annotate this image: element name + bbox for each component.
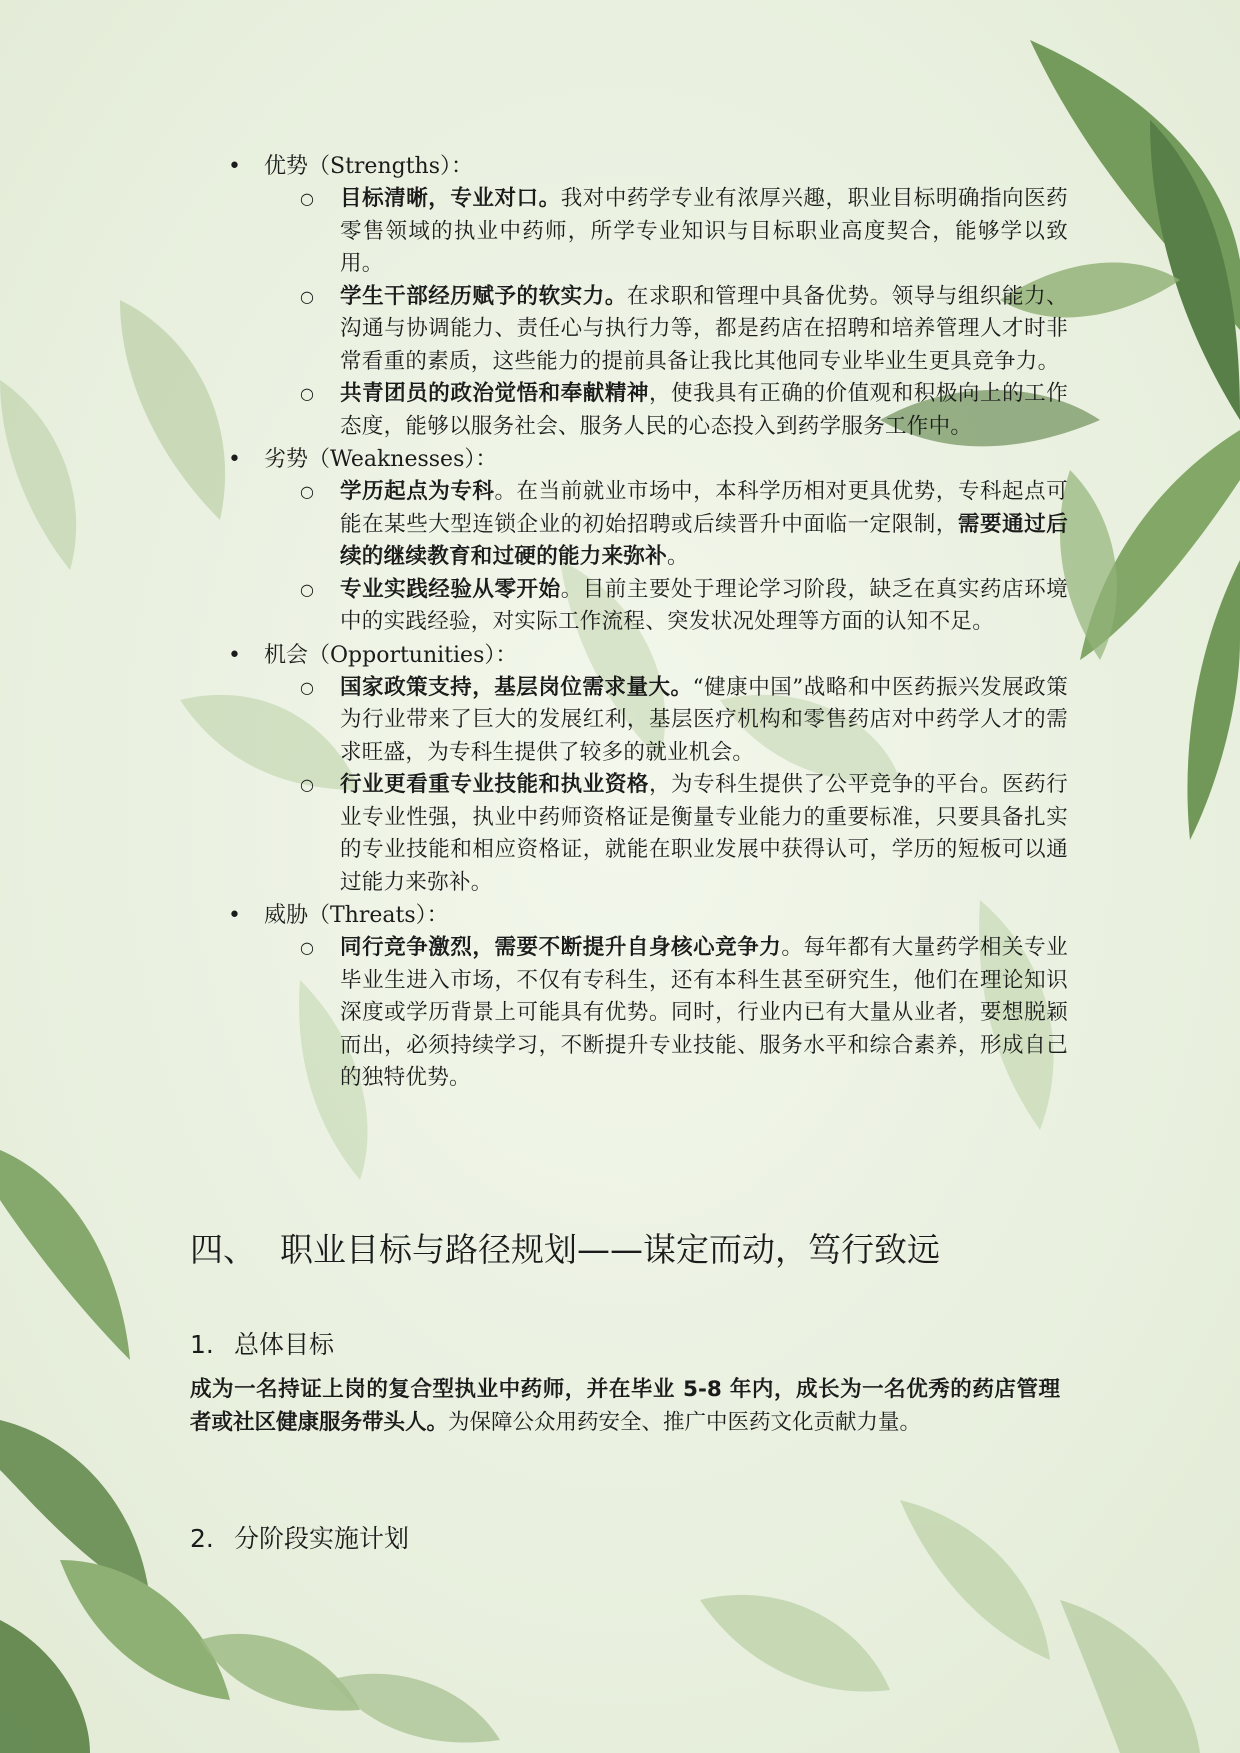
swot-strengths [228, 150, 1068, 443]
item-bold-text: 国家政策支持，基层岗位需求量大。 [340, 674, 693, 700]
item-bold-text: 专业实践经验从零开始 [340, 576, 561, 602]
item-bold-text: 学生干部经历赋予的软实力。 [340, 283, 627, 309]
threats-items [228, 932, 1068, 1095]
list-item [300, 476, 1068, 574]
overall-goal-paragraph [190, 1374, 1060, 1439]
list-item [300, 672, 1068, 770]
section-heading [190, 1228, 1090, 1272]
item-bold-text: 学历起点为专科 [340, 479, 495, 504]
subsection-title: 分阶段实施计划 [234, 1524, 410, 1553]
swot-threats [228, 899, 1068, 1095]
goal-text: 为保障公众用药安全、推广中医药文化贡献力量。 [448, 1409, 922, 1435]
list-item [300, 574, 1068, 639]
subsection-heading [190, 1522, 409, 1556]
item-text: 。在当前就业市场中，本科学历相对更具优势，专科起点可能在某些大型连锁企业的初始招聘或后续晋升中面临一定限制， [340, 479, 1068, 537]
subsection-title: 总体目标 [234, 1330, 335, 1359]
subsection-number: 1. [190, 1330, 214, 1359]
weaknesses-items [228, 476, 1068, 639]
circle-bullet-icon: ○ [300, 482, 315, 501]
item-text: 我对中药学专业有浓厚兴趣，职业目标明确指向医药零售领域的执业中药师，所学专业知识与目标职业高度契合，能够学以致用。 [340, 186, 1068, 276]
swot-heading: • 威胁（Threats）： [228, 899, 1068, 932]
item-text: 。 [667, 544, 689, 569]
circle-bullet-icon: ○ [300, 286, 315, 306]
circle-bullet-icon: ○ [300, 938, 315, 957]
swot-analysis-list [228, 150, 1068, 1095]
swot-weaknesses [228, 443, 1068, 639]
circle-bullet-icon: ○ [300, 677, 315, 697]
item-text: 在求职和管理中具备优势。领导与组织能力、沟通与协调能力、责任心与执行力等，都是药店在招聘和培养管理人才时非常看重的素质，这些能力的提前具备让我比其他同专业毕业生更具竞争力。 [340, 283, 1068, 374]
swot-heading: • 机会（Opportunities）： [228, 639, 1068, 672]
list-item [300, 281, 1068, 379]
swot-opportunities [228, 639, 1068, 900]
item-bold-text: 同行竞争激烈，需要不断提升自身核心竞争力 [340, 935, 782, 960]
item-text: ，使我具有正确的价值观和积极向上的工作态度，能够以服务社会、服务人民的心态投入到药学服务工作中。 [340, 381, 1069, 439]
item-bold-text: 共青团员的政治觉悟和奉献精神 [340, 381, 649, 406]
circle-bullet-icon: ○ [300, 189, 315, 208]
circle-bullet-icon: ○ [300, 384, 315, 403]
item-text: 。每年都有大量药学相关专业毕业生进入市场，不仅有专科生，还有本科生甚至研究生，他们在理论知识深度或学历背景上可能具有优势。同时，行业内已有大量从业者，要想脱颖而出，必须持续学习，不断提升专业技能、服务水平和综合素养，形成自己的独特优势。 [340, 935, 1068, 1090]
item-text: ，为专科生提供了公平竞争的平台。医药行业专业性强，执业中药师资格证是衡量专业能力的重要标准，只要具备扎实的专业技能和相应资格证，就能在职业发展中获得认可，学历的短板可以通过能力来弥补。 [340, 772, 1069, 895]
swot-heading: • 劣势（Weaknesses）： [228, 443, 1068, 476]
list-item [300, 183, 1068, 281]
goal-bold-text: 成为一名持证上岗的复合型执业中药师，并在毕业 5-8 年内，成长为一名优秀的药店管理者或社区健康服务带头人。 [190, 1377, 1060, 1435]
subsection-heading [190, 1328, 334, 1362]
opportunities-items [228, 672, 1068, 900]
list-item [300, 378, 1069, 443]
subsection-number: 2. [190, 1524, 214, 1553]
section-number: 四、 [190, 1230, 256, 1269]
list-item [300, 769, 1069, 899]
swot-heading: • 优势（Strengths）： [228, 150, 1068, 183]
section-title-text: 职业目标与路径规划——谋定而动，笃行致远 [280, 1230, 940, 1269]
item-bold-text: 目标清晰，专业对口。 [340, 186, 561, 211]
item-bold-text: 需要通过后续的继续教育和过硬的能力来弥补 [340, 511, 1068, 569]
list-item [300, 932, 1068, 1095]
item-text: “健康中国”战略和中医药振兴发展政策为行业带来了巨大的发展红利，基层医疗机构和零售药店对中药学人才的需求旺盛，为专科生提供了较多的就业机会。 [340, 674, 1068, 765]
item-text: 。目前主要处于理论学习阶段，缺乏在真实药店环境中的实践经验，对实际工作流程、突发状况处理等方面的认知不足。 [340, 576, 1068, 634]
strengths-items [228, 183, 1068, 443]
item-bold-text: 行业更看重专业技能和执业资格 [340, 772, 649, 797]
circle-bullet-icon: ○ [300, 579, 315, 599]
circle-bullet-icon: ○ [300, 775, 315, 794]
